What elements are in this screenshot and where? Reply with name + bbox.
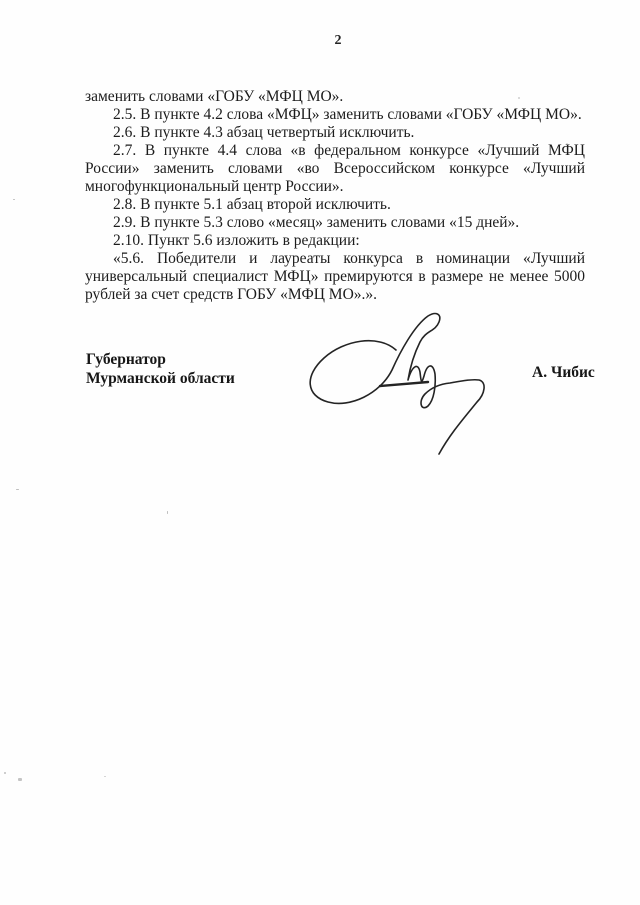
signatory-title-line-1: Губернатор [86,351,166,368]
scan-speck [518,97,520,99]
signatory-name: А. Чибис [532,364,595,381]
scan-speck [13,199,15,200]
text-line-6: многофункциональный центр России». [85,178,344,195]
scan-speck [566,143,568,145]
text-line-3: 2.6. В пункте 4.3 абзац четвертый исключить. [113,124,415,141]
signatory-title-line-2: Мурманской области [86,370,235,387]
scan-speck [167,511,168,514]
scan-speck [16,489,19,490]
text-line-10: «5.6. Победители и лауреаты конкурса в номинации «Лучший [113,250,585,267]
signature-autograph [298,306,498,458]
scan-speck [4,772,6,774]
signatory-title [86,350,235,388]
text-line-8: 2.9. В пункте 5.3 слово «месяц» заменить словами «15 дней». [113,214,520,231]
page-number: 2 [334,33,342,48]
scan-speck [104,776,106,777]
text-line-1: заменить словами «ГОБУ «МФЦ МО». [85,88,344,105]
scan-speck [18,778,22,781]
text-line-4: 2.7. В пункте 4.4 слова «в федеральном конкурсе «Лучший МФЦ [113,142,585,159]
document-body [85,88,585,304]
text-line-2: 2.5. В пункте 4.2 слова «МФЦ» заменить словами «ГОБУ «МФЦ МО». [113,106,582,123]
text-line-12: рублей за счет средств ГОБУ «МФЦ МО».». [85,286,378,303]
text-line-11: универсальный специалист МФЦ» премируются в размере не менее 5000 [85,268,585,285]
text-line-5: России» заменить словами «во Всероссийском конкурсе «Лучший [85,160,585,177]
text-line-9: 2.10. Пункт 5.6 изложить в редакции: [113,232,360,249]
text-line-7: 2.8. В пункте 5.1 абзац второй исключить. [113,196,391,213]
